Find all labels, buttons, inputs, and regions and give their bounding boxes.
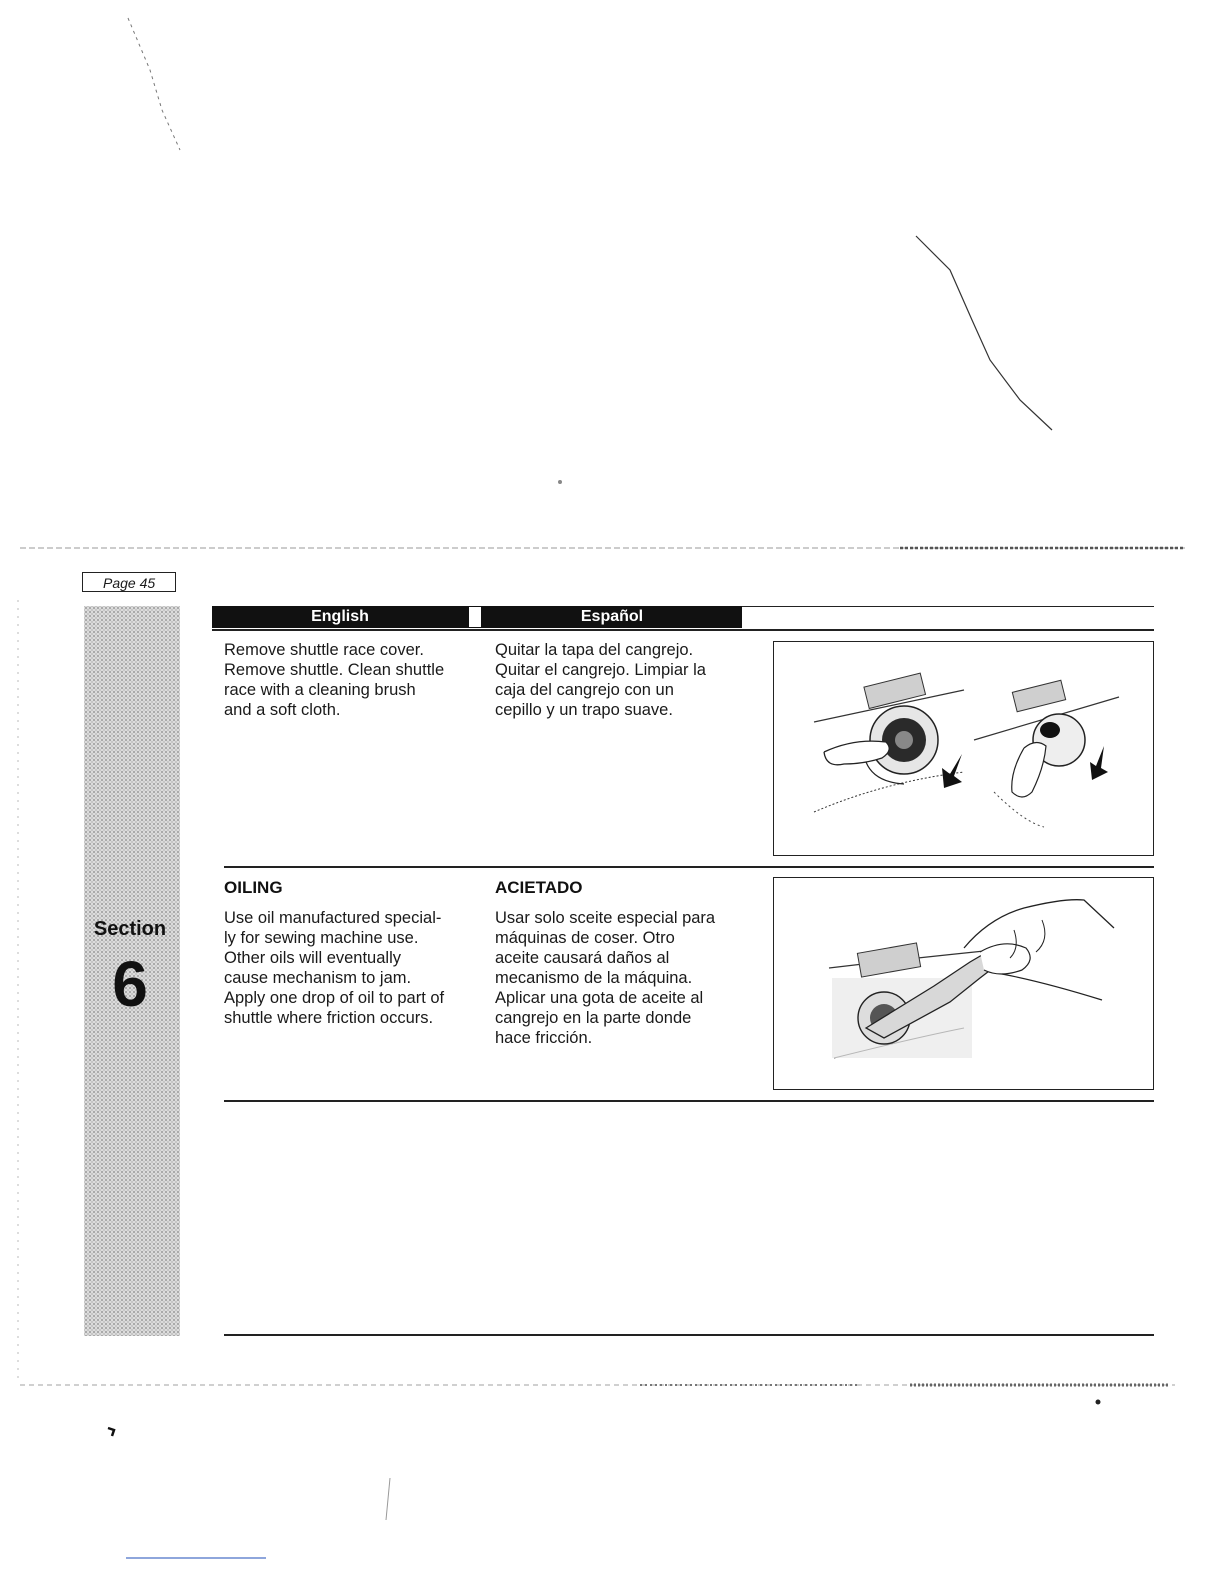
aceitado-heading: ACIETADO (495, 878, 583, 897)
header-divider (468, 606, 482, 628)
row-divider (224, 866, 1154, 868)
spanish-column-header: Español (482, 606, 742, 628)
oiling-heading: OILING (224, 878, 283, 897)
spanish-instruction-cleaning: Quitar la tapa del cangrejo. Quitar el cangrejo. Limpiar la caja del cangrejo con un cepillo y un trapo suave. (495, 641, 706, 719)
header-bottom-rule (212, 629, 1154, 631)
illustration-oiling-shuttle (773, 877, 1154, 1090)
row-bottom-rule (224, 1100, 1154, 1102)
page-bottom-rule (224, 1334, 1154, 1336)
illustration-shuttle-removal (773, 641, 1154, 856)
english-column-header: English (212, 606, 468, 628)
spanish-instruction-oiling: Usar solo sceite especial para máquinas de coser. Otro aceite causará daños al mecanismo de la máquina. Aplicar una gota de aceite al cangrejo en la parte donde hace fricción. (495, 909, 716, 1047)
english-instruction-cleaning: Remove shuttle race cover. Remove shuttle. Clean shuttle race with a cleaning brush and a soft cloth. (224, 641, 445, 719)
section-label: Section (93, 918, 167, 940)
section-number: 6 (112, 948, 148, 1020)
page-number-label: Page 45 (82, 572, 176, 592)
header-top-rule (742, 606, 1154, 607)
english-instruction-oiling: Use oil manufactured special- ly for sewing machine use. Other oils will eventually cause mechanism to jam. Apply one drop of oil to part of shuttle where friction occurs. (224, 909, 445, 1027)
